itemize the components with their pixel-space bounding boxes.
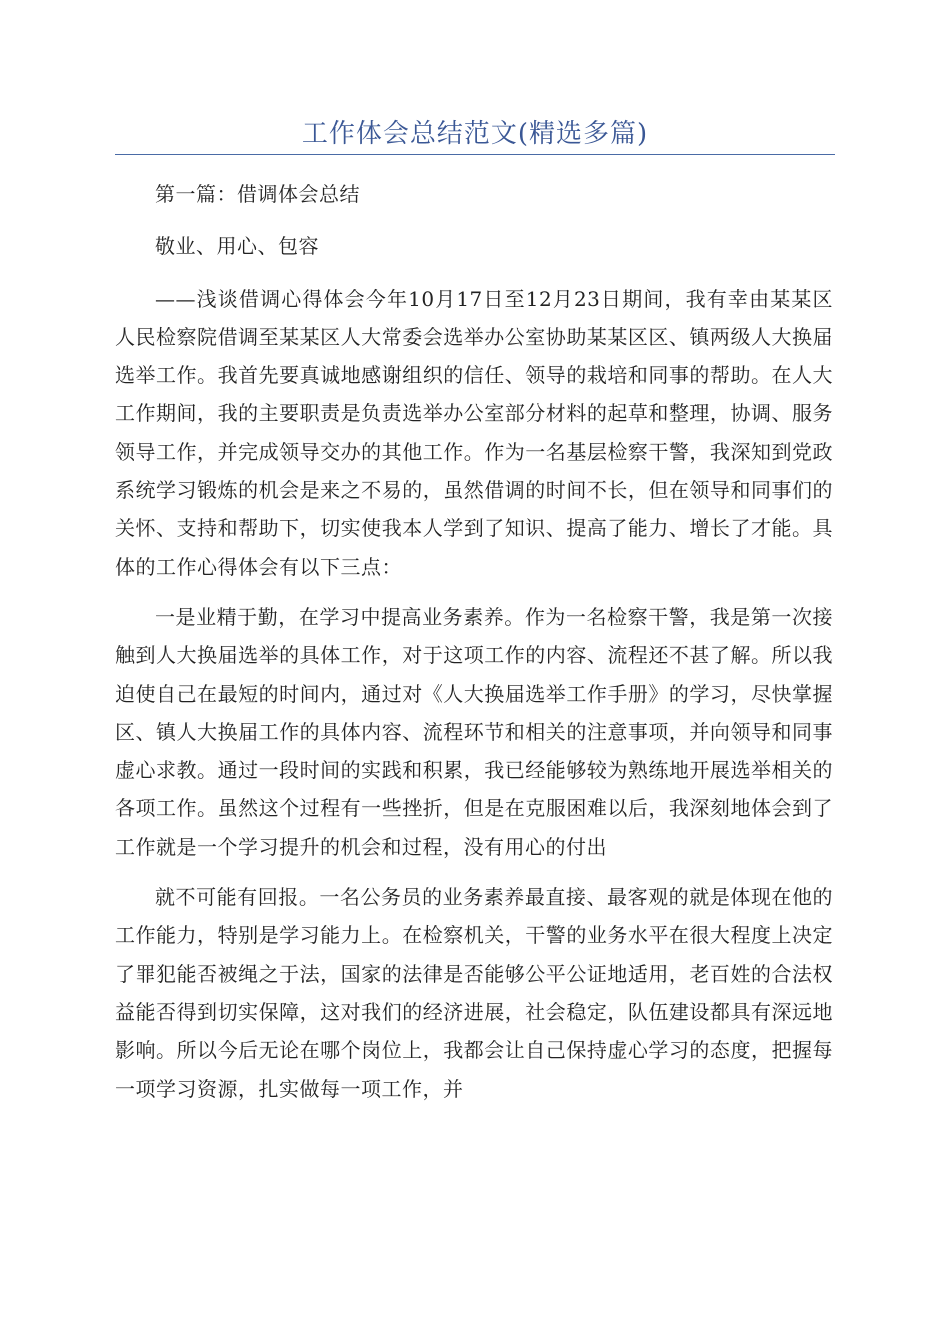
body-paragraph: 一是业精于勤，在学习中提高业务素养。作为一名检察干警，我是第一次接触到人大换届选举的具体工作，对于这项工作的内容、流程还不甚了解。所以我迫使自己在最短的时间内，通过对《人大换届选举工作手册》的学习，尽快掌握区、镇人大换届工作的具体内容、流程环节和相关的注意事项，并向领导和同事虚心求教。通过一段时间的实践和积累，我已经能够较为熟练地开展选举相关的各项工作。虽然这个过程有一些挫折，但是在克服困难以后，我深刻地体会到了工作就是一个学习提升的机会和过程，没有用心的付出 — [115, 604, 833, 859]
section-heading: 第一篇：借调体会总结 — [155, 182, 360, 206]
title-underline — [115, 154, 835, 155]
document-body — [115, 175, 833, 1108]
subtitle-line: 敬业、用心、包容 — [155, 234, 319, 259]
body-paragraph: ——浅谈借调心得体会今年10月17日至12月23日期间，我有幸由某某区人民检察院借调至某某区人大常委会选举办公室协助某某区区、镇两级人大换届选举工作。我首先要真诚地感谢组织的信任、领导的栽培和同事的帮助。在人大工作期间，我的主要职责是负责选举办公室部分材料的起草和整理，协调、服务领导工作，并完成领导交办的其他工作。作为一名基层检察干警，我深知到党政系统学习锻炼的机会是来之不易的，虽然借调的时间不长，但在领导和同事们的关怀、支持和帮助下，切实使我本人学到了知识、提高了能力、增长了才能。具体的工作心得体会有以下三点： — [115, 286, 833, 579]
body-paragraph: 就不可能有回报。一名公务员的业务素养最直接、最客观的就是体现在他的工作能力，特别是学习能力上。在检察机关，干警的业务水平在很大程度上决定了罪犯能否被绳之于法，国家的法律是否能够公平公证地适用，老百姓的合法权益能否得到切实保障，这对我们的经济进展，社会稳定，队伍建设都具有深远地影响。所以今后无论在哪个岗位上，我都会让自己保持虚心学习的态度，把握每一项学习资源，扎实做每一项工作，并 — [115, 885, 833, 1101]
document-title: 工作体会总结范文(精选多篇) — [301, 119, 649, 149]
